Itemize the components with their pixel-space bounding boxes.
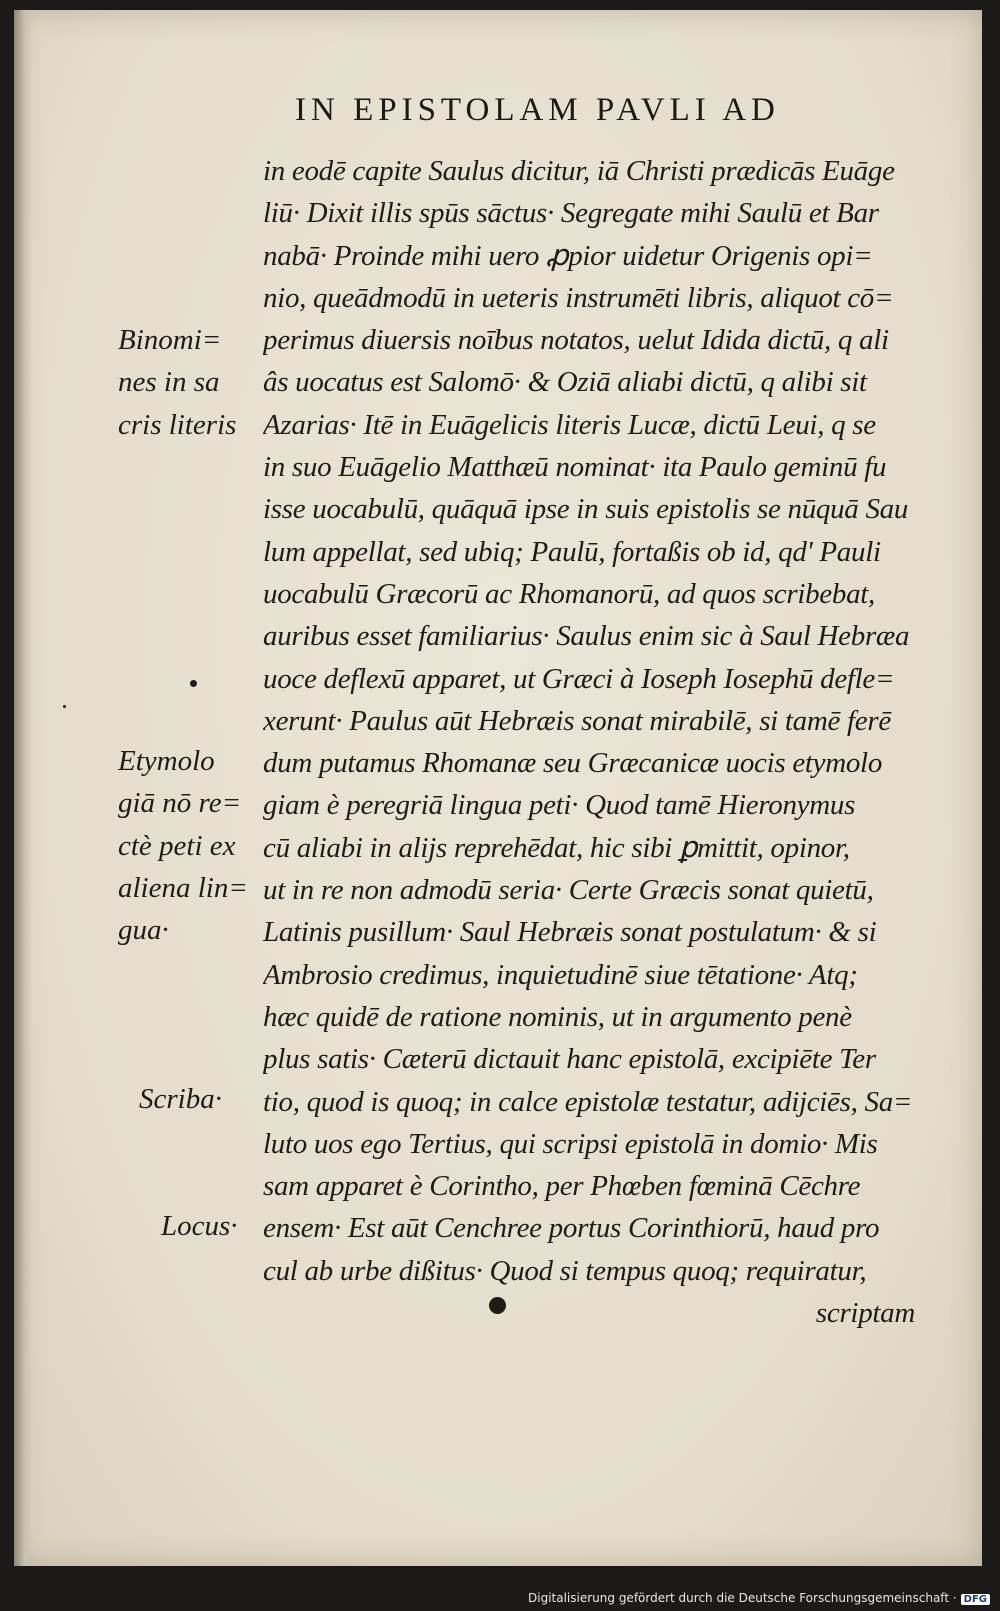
text-line: lum appellat, sed ubiq; Paulū, fortaßis ob id, qd' Pauli: [263, 535, 881, 568]
marginal-note-binomines: [118, 319, 236, 446]
text-line: ut in re non admodū seria· Certe Græcis sonat quietū,: [263, 874, 874, 907]
marginal-note-locus: [161, 1205, 238, 1247]
text-line: âs uocatus est Salomō· & Oziā aliabi dictū, q alibi sit: [263, 366, 867, 399]
marginal-line: Locus·: [161, 1210, 238, 1242]
text-line: ensem· Est aūt Cenchree portus Corinthiorū, haud pro: [263, 1212, 880, 1245]
text-line: Latinis pusillum· Saul Hebræis sonat postulatum· & si: [263, 916, 877, 949]
text-line: auribus esset familiarius· Saulus enim sic à Saul Hebræa: [263, 620, 910, 653]
ink-blot: [489, 1297, 506, 1314]
marginal-line: nes in sa: [118, 366, 220, 399]
ink-speck: [63, 705, 66, 708]
credit-text: Digitalisierung gefördert durch die Deutsche Forschungsgemeinschaft ·: [528, 1591, 957, 1605]
marginal-note-scriba: [139, 1078, 222, 1120]
text-line: Azarias· Itē in Euāgelicis literis Lucæ, dictū Leui, q se: [263, 408, 876, 441]
text-line: isse uocabulū, quāquā ipse in suis epistolis se nūquā Sau: [263, 493, 909, 526]
text-line: luto uos ego Tertius, qui scripsi epistolā in domio· Mis: [263, 1127, 878, 1160]
marginal-line: cris literis: [118, 408, 237, 441]
marginal-line: aliena lin=: [118, 871, 248, 904]
text-line: tio, quod is quoq; in calce epistolæ testatur, adijciēs, Sa=: [263, 1085, 913, 1118]
dfg-logo-icon: DFG: [961, 1594, 990, 1605]
text-line: in eodē capite Saulus dicitur, iā Christi prædicās Euāge: [263, 155, 895, 187]
page-gutter: [14, 10, 32, 1566]
text-line: perimus diuersis noībus notatos, uelut Idida dictū, q ali: [263, 324, 889, 357]
text-line: nabā· Proinde mihi uero ꝓpior uidetur Origenis opi=: [263, 239, 873, 272]
marginal-line: Etymolo: [118, 745, 215, 777]
marginal-line: Scriba·: [139, 1083, 222, 1115]
marginal-line: Binomi=: [118, 324, 222, 356]
text-line: uocabulū Græcorū ac Rhomanorū, ad quos scribebat,: [263, 577, 875, 610]
text-line: sam apparet è Corintho, per Phœben fœminā Cēchre: [263, 1170, 861, 1203]
text-line: nio, queādmodū in ueteris instrumēti libris, aliquot cō=: [263, 281, 894, 314]
text-line: plus satis· Cæterū dictauit hanc epistolā, excipiēte Ter: [263, 1043, 876, 1076]
marginal-line: giā nō re=: [118, 787, 242, 820]
text-line: uoce deflexū apparet, ut Græci à Ioseph Iosephū defle=: [263, 662, 895, 695]
text-line: cū aliabi in alijs reprehēdat, hic sibi ꝑmittit, opinor,: [263, 831, 850, 864]
text-line: cul ab urbe dißitus· Quod si tempus quoq; requiratur,: [263, 1254, 867, 1287]
text-line: xerunt· Paulus aūt Hebræis sonat mirabilē, si tamē ferē: [263, 704, 891, 737]
text-line: in suo Euāgelio Matthæū nominat· ita Paulo geminū fu: [263, 451, 887, 484]
text-line: giam è peregriā lingua peti· Quod tamē Hieronymus: [263, 789, 856, 822]
text-line: dum putamus Rhomanæ seu Græcanicæ uocis etymolo: [263, 747, 883, 780]
running-head: IN EPISTOLAM PAVLI AD: [295, 92, 780, 128]
marginal-line: ctè peti ex: [118, 829, 236, 862]
main-text-block: [263, 150, 923, 1334]
marginal-line: gua·: [118, 914, 169, 947]
digitization-credit: [528, 1591, 990, 1605]
text-line: hæc quidē de ratione nominis, ut in argumento penè: [263, 1000, 852, 1033]
marginal-note-etymolo: [118, 740, 248, 951]
text-line: liū· Dixit illis spūs sāctus· Segregate mihi Saulū et Bar: [263, 197, 879, 230]
text-line: Ambrosio credimus, inquietudinē siue tētatione· Atq;: [263, 958, 858, 991]
catchword: scriptam: [815, 1297, 915, 1330]
ink-speck: [190, 680, 197, 687]
